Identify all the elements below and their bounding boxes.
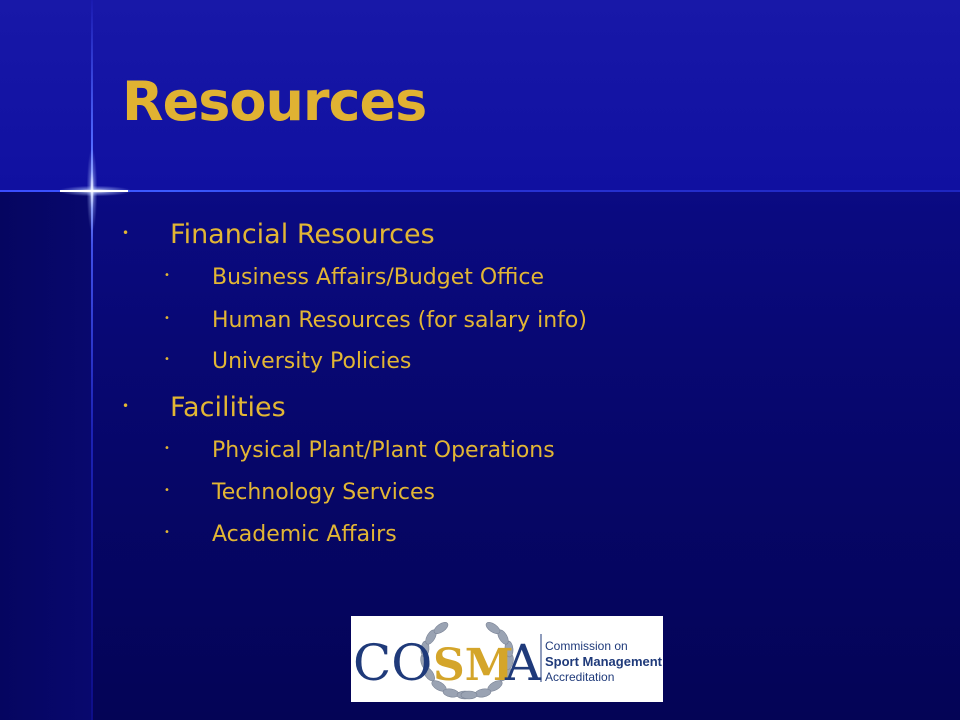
list-item-text: Business Affairs/Budget Office: [212, 264, 545, 290]
list-item-business-affairs: [164, 262, 544, 292]
list-item-text: Physical Plant/Plant Operations: [212, 437, 555, 463]
list-item-text: Facilities: [170, 391, 286, 423]
slide-title: Resources: [122, 70, 427, 133]
bullet-icon: •: [122, 226, 130, 240]
bullet-icon: •: [122, 399, 130, 413]
list-item-facilities: [122, 389, 286, 425]
logo-co-text: CO: [353, 634, 433, 692]
list-item-academic-affairs: [164, 519, 397, 549]
bullet-icon: •: [164, 270, 170, 281]
list-item-human-resources: [164, 305, 587, 335]
logo-line1-text: Commission on: [545, 639, 628, 653]
left-column-decoration: [0, 192, 92, 720]
logo-line2-text: Sport Management: [545, 654, 663, 669]
logo-a-text: A: [505, 634, 542, 692]
logo-line3-text: Accreditation: [545, 670, 615, 684]
cosma-logo: [351, 616, 663, 702]
list-item-text: Technology Services: [212, 479, 435, 505]
list-item-text: Financial Resources: [170, 218, 435, 250]
cosma-logo-graphic: [351, 616, 663, 702]
vertical-rule: [91, 0, 93, 720]
list-item-physical-plant: [164, 435, 555, 465]
bullet-icon: •: [164, 527, 170, 538]
logo-sm-text: SM: [433, 640, 514, 691]
bullet-icon: •: [164, 354, 170, 365]
list-item-text: University Policies: [212, 348, 412, 374]
list-item-technology-services: [164, 477, 435, 507]
bullet-icon: •: [164, 443, 170, 454]
list-item-university-policies: [164, 346, 411, 376]
bullet-icon: •: [164, 313, 170, 324]
list-item-financial-resources: [122, 216, 435, 252]
cross-highlight-decoration: [60, 190, 128, 192]
horizontal-rule: [0, 190, 960, 192]
list-item-text: Human Resources (for salary info): [212, 307, 587, 333]
list-item-text: Academic Affairs: [212, 521, 397, 547]
bullet-icon: •: [164, 485, 170, 496]
